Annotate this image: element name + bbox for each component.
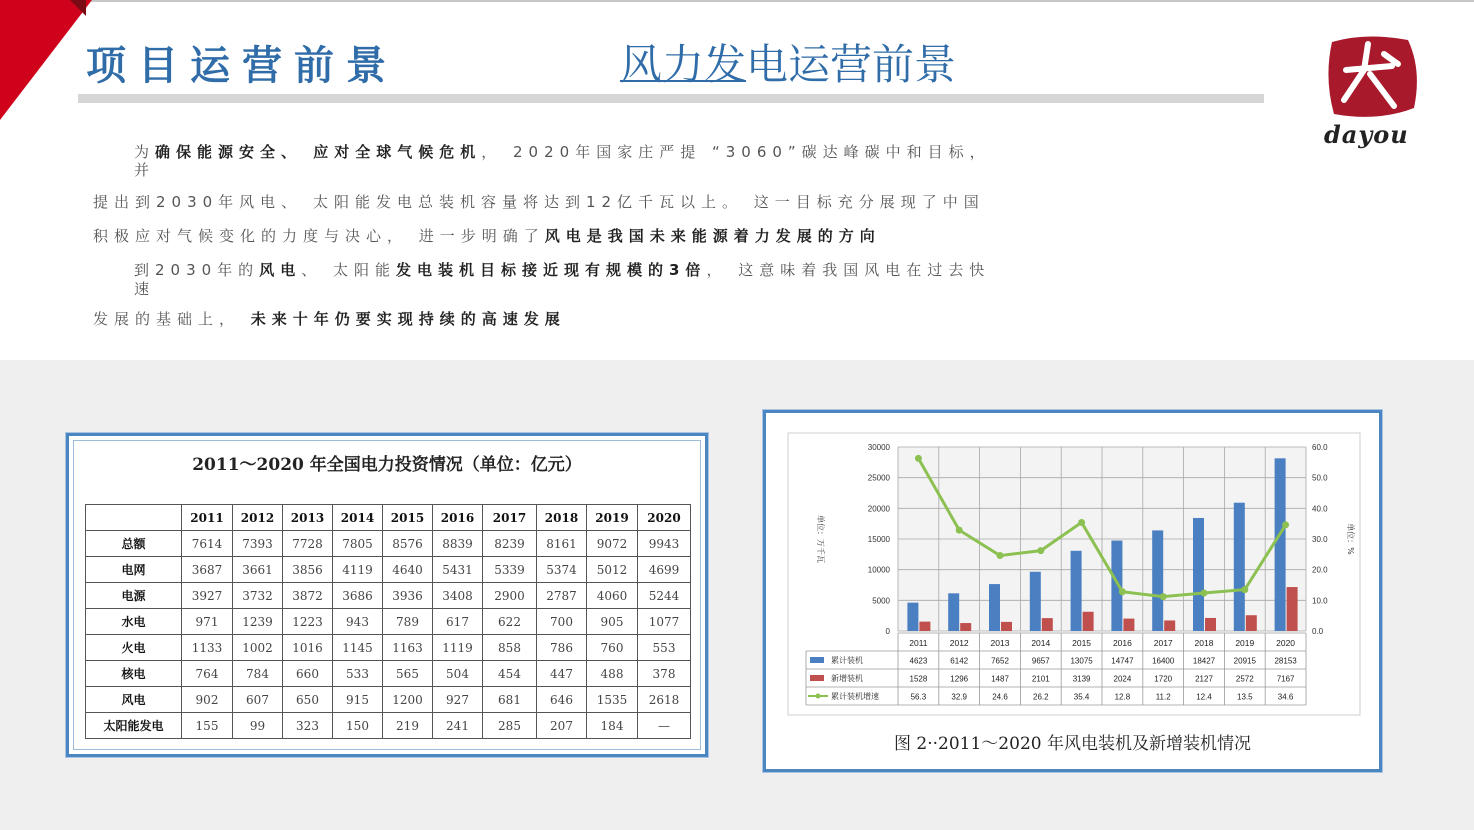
table-header-cell: 2019 — [587, 505, 638, 531]
dayou-logo-icon — [1318, 30, 1428, 170]
table-cell: 5339 — [483, 557, 537, 583]
paragraph-line-1-wrap: 并 — [134, 161, 156, 179]
table-cell: 3408 — [433, 583, 483, 609]
table-cell: 454 — [483, 661, 537, 687]
paragraph-line-4-wrap: 速 — [134, 280, 156, 298]
paragraph-line-4: 到2030年的风电、 太阳能发电装机目标接近现有规模的3倍， 这意味着我国风电在过去快 — [134, 261, 991, 279]
table-header-cell: 2011 — [182, 505, 233, 531]
table-header-cell: 2017 — [483, 505, 537, 531]
x-tick-label: 2016 — [1112, 638, 1132, 648]
bar-new-capacity — [1164, 620, 1175, 631]
paragraph-line-5: 发展的基础上， 未来十年仍要实现持续的高速发展 — [93, 310, 566, 328]
table-cell: 533 — [333, 661, 383, 687]
table-cell: 3661 — [233, 557, 283, 583]
bar-cumulative-capacity — [948, 593, 959, 631]
x-tick-label: 2020 — [1276, 638, 1296, 648]
table-cell: 784 — [233, 661, 283, 687]
table-cell: 650 — [283, 687, 333, 713]
table-cell: 660 — [283, 661, 333, 687]
table-cell: 155 — [182, 713, 233, 739]
y-tick-label: 15000 — [867, 535, 890, 544]
y-tick-label: 5000 — [872, 596, 890, 606]
growth-rate-point — [915, 455, 922, 462]
table-row — [86, 557, 691, 583]
data-table-value: 1720 — [1154, 674, 1173, 684]
wind-capacity-chart-card — [763, 410, 1382, 772]
bar-cumulative-capacity — [1275, 458, 1286, 631]
paragraph-line-2: 提出到2030年风电、 太阳能发电总装机容量将达到12亿千瓦以上。 这一目标充分展现了中国 — [93, 193, 985, 211]
bar-cumulative-capacity — [1193, 518, 1204, 631]
bar-new-capacity — [1001, 622, 1012, 631]
table-cell: 3686 — [333, 583, 383, 609]
table-cell: 646 — [537, 687, 587, 713]
table-cell: 1200 — [383, 687, 433, 713]
table-cell: — — [638, 713, 691, 739]
subtitle-underlined: 风力发 — [620, 40, 747, 89]
paragraph-line-1: 为确保能源安全、 应对全球气候危机， 2020年国家庄严提 “3060”碳达峰碳中和目标， — [134, 143, 991, 161]
x-tick-label: 2015 — [1072, 638, 1092, 648]
table-cell: 285 — [483, 713, 537, 739]
table-cell: 4060 — [587, 583, 638, 609]
bar-new-capacity — [1042, 618, 1053, 631]
table-cell: 700 — [537, 609, 587, 635]
table-cell: 7728 — [283, 531, 333, 557]
growth-rate-point — [1160, 593, 1167, 600]
table-cell: 1145 — [333, 635, 383, 661]
table-cell: 789 — [383, 609, 433, 635]
table-cell: 1163 — [383, 635, 433, 661]
paragraph-line-3: 积极应对气候变化的力度与决心， 进一步明确了风电是我国未来能源着力发展的方向 — [93, 227, 881, 245]
table-cell: 7805 — [333, 531, 383, 557]
bar-new-capacity — [1246, 615, 1257, 631]
table-row — [86, 713, 691, 739]
table-cell: 3936 — [383, 583, 433, 609]
bar-cumulative-capacity — [1234, 503, 1245, 631]
legend-swatch — [810, 657, 824, 663]
table-cell: 760 — [587, 635, 638, 661]
table-cell: 4640 — [383, 557, 433, 583]
bar-new-capacity — [1287, 587, 1298, 631]
growth-rate-point — [997, 552, 1004, 559]
bar-new-capacity — [1123, 619, 1134, 631]
table-header-cell: 2018 — [537, 505, 587, 531]
table-cell: 323 — [283, 713, 333, 739]
x-tick-label: 2013 — [990, 638, 1010, 648]
data-table-value: 2127 — [1195, 674, 1213, 684]
bar-cumulative-capacity — [907, 603, 918, 631]
data-table-value: 9657 — [1031, 656, 1050, 666]
table-cell: 8239 — [483, 531, 537, 557]
table-cell: 905 — [587, 609, 638, 635]
table-cell: 378 — [638, 661, 691, 687]
row-header-cell: 太阳能发电 — [86, 713, 182, 739]
table-row — [86, 583, 691, 609]
top-rule — [0, 0, 1474, 2]
table-cell: 2787 — [537, 583, 587, 609]
data-table-value: 35.4 — [1073, 692, 1090, 702]
table-cell: 2618 — [638, 687, 691, 713]
table-cell: 504 — [433, 661, 483, 687]
wind-capacity-chart — [766, 413, 1379, 769]
data-table-value: 1487 — [991, 674, 1009, 684]
table-cell: 3732 — [233, 583, 283, 609]
row-header-cell: 电源 — [86, 583, 182, 609]
table-cell: 5431 — [433, 557, 483, 583]
bar-cumulative-capacity — [1071, 551, 1082, 631]
y-tick-label: 30000 — [867, 443, 890, 452]
table-cell: 2900 — [483, 583, 537, 609]
table-cell: 927 — [433, 687, 483, 713]
data-table-value: 6142 — [950, 656, 969, 666]
y2-tick-label: 30.0 — [1312, 535, 1328, 544]
page-title: 项目运营前景 — [86, 43, 398, 89]
growth-rate-point — [1241, 586, 1248, 593]
y-tick-label: 10000 — [867, 565, 890, 575]
table-header-cell: 2016 — [433, 505, 483, 531]
table-cell: 5012 — [587, 557, 638, 583]
table-cell: 1133 — [182, 635, 233, 661]
growth-rate-point — [1201, 589, 1208, 596]
data-table-value: 34.6 — [1277, 692, 1294, 702]
growth-rate-point — [1282, 521, 1289, 528]
investment-table-card — [66, 433, 708, 757]
chart-caption: 图 2··2011～2020 年风电装机及新增装机情况 — [894, 734, 1251, 754]
table-cell: 219 — [383, 713, 433, 739]
y2-tick-label: 60.0 — [1312, 443, 1328, 452]
table-header-cell: 2012 — [233, 505, 283, 531]
data-table-value: 16400 — [1152, 656, 1175, 666]
table-cell: 1077 — [638, 609, 691, 635]
row-header-cell: 电网 — [86, 557, 182, 583]
table-cell: 1535 — [587, 687, 638, 713]
bar-cumulative-capacity — [1111, 541, 1122, 631]
logo-text: dayou — [1324, 120, 1409, 149]
table-cell: 681 — [483, 687, 537, 713]
data-table-value: 7652 — [991, 656, 1009, 666]
table-cell: 99 — [233, 713, 283, 739]
y2-tick-label: 0.0 — [1312, 627, 1324, 636]
x-tick-label: 2011 — [909, 638, 928, 648]
table-cell: 3872 — [283, 583, 333, 609]
growth-rate-point — [1078, 519, 1085, 526]
table-cell: 786 — [537, 635, 587, 661]
row-header-cell: 火电 — [86, 635, 182, 661]
subtitle-rest: 电运营前景 — [746, 40, 957, 89]
table-cell: 764 — [182, 661, 233, 687]
table-cell: 5244 — [638, 583, 691, 609]
data-table-value: 18427 — [1192, 656, 1216, 666]
y2-axis-label: 单位：% — [1346, 523, 1355, 555]
table-cell: 3856 — [283, 557, 333, 583]
bar-new-capacity — [960, 623, 971, 631]
y2-tick-label: 40.0 — [1312, 504, 1328, 514]
bar-new-capacity — [1205, 618, 1216, 631]
legend-swatch — [810, 675, 824, 681]
data-table-value: 12.4 — [1196, 692, 1212, 702]
table-row — [86, 687, 691, 713]
growth-rate-point — [1119, 588, 1126, 595]
table-cell: 902 — [182, 687, 233, 713]
y-tick-label: 0 — [885, 627, 890, 636]
table-row — [86, 609, 691, 635]
table-cell: 447 — [537, 661, 587, 687]
table-row — [86, 661, 691, 687]
table-header-row — [86, 505, 691, 531]
data-table-value: 2101 — [1031, 674, 1050, 684]
y-axis-label: 单位：万千瓦 — [816, 515, 825, 563]
table-cell: 8839 — [433, 531, 483, 557]
row-header-cell: 风电 — [86, 687, 182, 713]
table-cell: 184 — [587, 713, 638, 739]
table-cell: 9072 — [587, 531, 638, 557]
y-tick-label: 20000 — [867, 504, 890, 514]
legend-label: 累计装机增速 — [831, 692, 879, 701]
data-table-value: 1528 — [909, 674, 928, 684]
row-header-cell: 核电 — [86, 661, 182, 687]
table-cell: 553 — [638, 635, 691, 661]
data-table-value: 14747 — [1111, 656, 1134, 666]
table-cell: 1016 — [283, 635, 333, 661]
table-header-cell: 2013 — [283, 505, 333, 531]
row-header-cell: 水电 — [86, 609, 182, 635]
bar-cumulative-capacity — [1030, 572, 1041, 631]
investment-table — [85, 504, 691, 739]
table-row — [86, 635, 691, 661]
legend-label: 新增装机 — [831, 674, 863, 683]
x-tick-label: 2018 — [1194, 638, 1214, 648]
page-subtitle — [620, 32, 956, 92]
table-cell: 5374 — [537, 557, 587, 583]
table-cell: 971 — [182, 609, 233, 635]
growth-rate-point — [1037, 547, 1044, 554]
legend-marker — [816, 694, 821, 699]
table-cell: 150 — [333, 713, 383, 739]
y2-tick-label: 50.0 — [1312, 473, 1328, 483]
y-tick-label: 25000 — [867, 473, 890, 483]
table-cell: 1223 — [283, 609, 333, 635]
bar-cumulative-capacity — [1152, 530, 1163, 631]
data-table-value: 7167 — [1276, 674, 1295, 684]
row-header-cell: 总额 — [86, 531, 182, 557]
table-cell: 622 — [483, 609, 537, 635]
table-cell: 4699 — [638, 557, 691, 583]
data-table-value: 13075 — [1070, 656, 1093, 666]
growth-rate-point — [956, 527, 963, 534]
data-table-value: 32.9 — [951, 692, 967, 702]
table-cell: 7393 — [233, 531, 283, 557]
data-table-value: 3139 — [1072, 674, 1091, 684]
x-tick-label: 2012 — [949, 638, 969, 648]
title-underline-bar — [78, 94, 1264, 103]
y2-tick-label: 10.0 — [1312, 596, 1328, 606]
table-cell: 1239 — [233, 609, 283, 635]
data-table-value: 4623 — [909, 656, 928, 666]
data-table-value: 2024 — [1113, 674, 1132, 684]
dark-corner-decoration — [70, 0, 86, 16]
table-cell: 7614 — [182, 531, 233, 557]
y2-tick-label: 20.0 — [1312, 565, 1328, 575]
data-table-value: 2572 — [1235, 674, 1254, 684]
data-table-value: 24.6 — [992, 692, 1008, 702]
data-table-value: 1296 — [950, 674, 969, 684]
legend-label: 累计装机 — [831, 656, 863, 665]
bar-new-capacity — [919, 622, 930, 631]
table-cell: 8161 — [537, 531, 587, 557]
table-cell: 207 — [537, 713, 587, 739]
table-cell: 565 — [383, 661, 433, 687]
table-cell: 8576 — [383, 531, 433, 557]
table-cell: 3927 — [182, 583, 233, 609]
x-tick-label: 2017 — [1153, 638, 1173, 648]
table-cell: 915 — [333, 687, 383, 713]
table-header-cell: 2020 — [638, 505, 691, 531]
data-table-value: 20915 — [1233, 656, 1256, 666]
table-cell: 4119 — [333, 557, 383, 583]
table-header-cell — [86, 505, 182, 531]
table-cell: 1119 — [433, 635, 483, 661]
table-cell: 488 — [587, 661, 638, 687]
data-table-value: 26.2 — [1033, 692, 1049, 702]
table-row — [86, 531, 691, 557]
bar-cumulative-capacity — [989, 584, 1000, 631]
x-tick-label: 2014 — [1031, 638, 1051, 648]
x-tick-label: 2019 — [1235, 638, 1255, 648]
table-header-cell: 2015 — [383, 505, 433, 531]
table-title: 2011～2020 年全国电力投资情况（单位：亿元） — [192, 455, 582, 475]
table-cell: 9943 — [638, 531, 691, 557]
table-cell: 607 — [233, 687, 283, 713]
table-cell: 617 — [433, 609, 483, 635]
data-table-value: 13.5 — [1237, 692, 1253, 702]
data-table-value: 28153 — [1274, 656, 1297, 666]
table-header-cell: 2014 — [333, 505, 383, 531]
table-cell: 858 — [483, 635, 537, 661]
data-table-value: 11.2 — [1155, 692, 1171, 702]
data-table-value: 56.3 — [910, 692, 927, 702]
table-cell: 241 — [433, 713, 483, 739]
table-cell: 3687 — [182, 557, 233, 583]
table-cell: 1002 — [233, 635, 283, 661]
data-table-value: 12.8 — [1114, 692, 1131, 702]
bar-new-capacity — [1083, 612, 1094, 631]
table-cell: 943 — [333, 609, 383, 635]
